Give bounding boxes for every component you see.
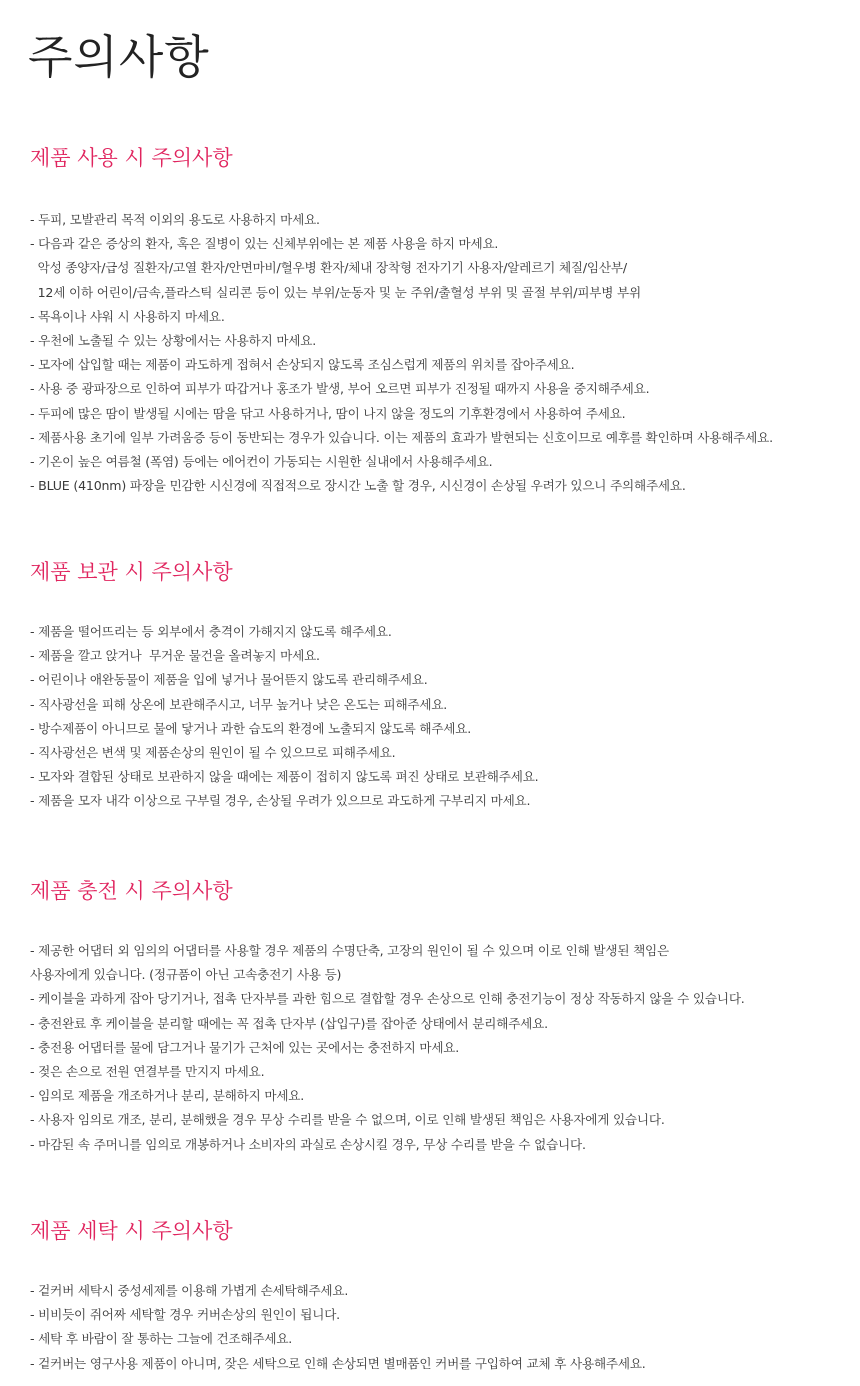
caution-item: - 모자와 결합된 상태로 보관하지 않을 때에는 제품이 접히지 않도록 펴진 상태로 보관해주세요.	[30, 769, 539, 785]
usage-caution-section	[30, 143, 856, 498]
caution-item: - 두피, 모발관리 목적 이외의 용도로 사용하지 마세요.	[30, 212, 320, 227]
charging-caution-section	[30, 876, 856, 1157]
caution-list	[30, 620, 856, 814]
caution-item: - 비비듯이 쥐어짜 세탁할 경우 커버손상의 원인이 됩니다.	[30, 1307, 340, 1323]
caution-item: - 충전용 어댑터를 물에 담그거나 물기가 근처에 있는 곳에서는 충전하지 마세요.	[30, 1039, 460, 1055]
caution-item: - 임의로 제품을 개조하거나 분리, 분해하지 마세요.	[30, 1088, 305, 1104]
section-title: 제품 충전 시 주의사항	[30, 879, 233, 903]
caution-item: - 제공한 어댑터 외 임의의 어댑터를 사용할 경우 제품의 수명단축, 고장의 원인이 될 수 있으며 이로 인해 발생된 책임은	[30, 943, 669, 958]
caution-list	[30, 939, 856, 1157]
caution-item: - 목욕이나 샤워 시 사용하지 마세요.	[30, 308, 225, 324]
caution-item: - BLUE (410nm) 파장을 민감한 시신경에 직접적으로 장시간 노출 할 경우, 시신경이 손상될 우려가 있으니 주의해주세요.	[30, 478, 686, 494]
caution-item: - 케이블을 과하게 잡아 당기거나, 접촉 단자부를 과한 힘으로 결합할 경우 손상으로 인해 충전기능이 정상 작동하지 않을 수 있습니다.	[30, 991, 745, 1007]
caution-item: - 제품을 떨어뜨리는 등 외부에서 충격이 가해지지 않도록 해주세요.	[30, 624, 392, 639]
page-title: 주의사항	[28, 30, 210, 84]
caution-item: - 기온이 높은 여름철 (폭염) 등에는 에어컨이 가동되는 시원한 실내에서 사용해주세요.	[30, 454, 493, 470]
caution-item: - 겉커버는 영구사용 제품이 아니며, 잦은 세탁으로 인해 손상되면 별매품인 커버를 구입하여 교체 후 사용해주세요.	[30, 1355, 646, 1371]
caution-item: 12세 이하 어린이/금속,플라스틱 실리콘 등이 있는 부위/눈동자 및 눈 주위/출혈성 부위 및 골절 부위/피부병 부위	[30, 284, 641, 300]
caution-item: - 어린이나 애완동물이 제품을 입에 넣거나 물어뜯지 않도록 관리해주세요.	[30, 672, 428, 688]
caution-item: - 사용 중 광파장으로 인하여 피부가 따갑거나 홍조가 발생, 부어 오르면 피부가 진정될 때까지 사용을 중지해주세요.	[30, 381, 650, 397]
caution-item: - 제품을 모자 내각 이상으로 구부릴 경우, 손상될 우려가 있으므로 과도하게 구부리지 마세요.	[30, 793, 531, 809]
section-title: 제품 사용 시 주의사항	[30, 146, 233, 170]
caution-item: 악성 종양자/급성 질환자/고열 환자/안면마비/혈우병 환자/체내 장착형 전자기기 사용자/알레르기 체질/임산부/	[30, 260, 627, 276]
caution-item: 사용자에게 있습니다. (정규품이 아닌 고속충전기 사용 등)	[30, 967, 342, 983]
caution-item: - 두피에 많은 땀이 발생될 시에는 땀을 닦고 사용하거나, 땀이 나지 않을 정도의 기후환경에서 사용하여 주세요.	[30, 405, 626, 421]
caution-list	[30, 1279, 856, 1376]
caution-item: - 제품을 깔고 앉거나 무거운 물건을 올려놓지 마세요.	[30, 648, 320, 664]
caution-item: - 모자에 삽입할 때는 제품이 과도하게 접혀서 손상되지 않도록 조심스럽게 제품의 위치를 잡아주세요.	[30, 357, 575, 373]
caution-item: - 제품사용 초기에 일부 가려움증 등이 동반되는 경우가 있습니다. 이는 제품의 효과가 발현되는 신호이므로 예후를 확인하며 사용해주세요.	[30, 429, 773, 445]
caution-item: - 사용자 임의로 개조, 분리, 분해했을 경우 무상 수리를 받을 수 없으며, 이로 인해 발생된 책임은 사용자에게 있습니다.	[30, 1112, 665, 1128]
caution-item: - 충전완료 후 케이블을 분리할 때에는 꼭 접촉 단자부 (삽입구)를 잡아준 상태에서 분리해주세요.	[30, 1015, 548, 1031]
section-title: 제품 세탁 시 주의사항	[30, 1219, 233, 1243]
caution-item: - 우천에 노출될 수 있는 상황에서는 사용하지 마세요.	[30, 333, 317, 349]
storage-caution-section	[30, 557, 856, 814]
caution-item: - 마감된 속 주머니를 임의로 개봉하거나 소비자의 과실로 손상시킬 경우, 무상 수리를 받을 수 없습니다.	[30, 1136, 586, 1152]
caution-item: - 젖은 손으로 전원 연결부를 만지지 마세요.	[30, 1064, 265, 1080]
caution-item: - 직사광선을 피해 상온에 보관해주시고, 너무 높거나 낮은 온도는 피해주세요.	[30, 696, 448, 712]
caution-item: - 세탁 후 바람이 잘 통하는 그늘에 건조해주세요.	[30, 1331, 293, 1347]
section-title: 제품 보관 시 주의사항	[30, 560, 233, 584]
caution-item: - 직사광선은 변색 및 제품손상의 원인이 될 수 있으므로 피해주세요.	[30, 745, 396, 761]
caution-item: - 다음과 같은 증상의 환자, 혹은 질병이 있는 신체부위에는 본 제품 사용을 하지 마세요.	[30, 236, 499, 252]
caution-list	[30, 208, 856, 498]
washing-caution-section	[30, 1216, 856, 1376]
caution-item: - 겉커버 세탁시 중성세제를 이용해 가볍게 손세탁해주세요.	[30, 1283, 349, 1298]
caution-item: - 방수제품이 아니므로 물에 닿거나 과한 습도의 환경에 노출되지 않도록 해주세요.	[30, 720, 472, 736]
